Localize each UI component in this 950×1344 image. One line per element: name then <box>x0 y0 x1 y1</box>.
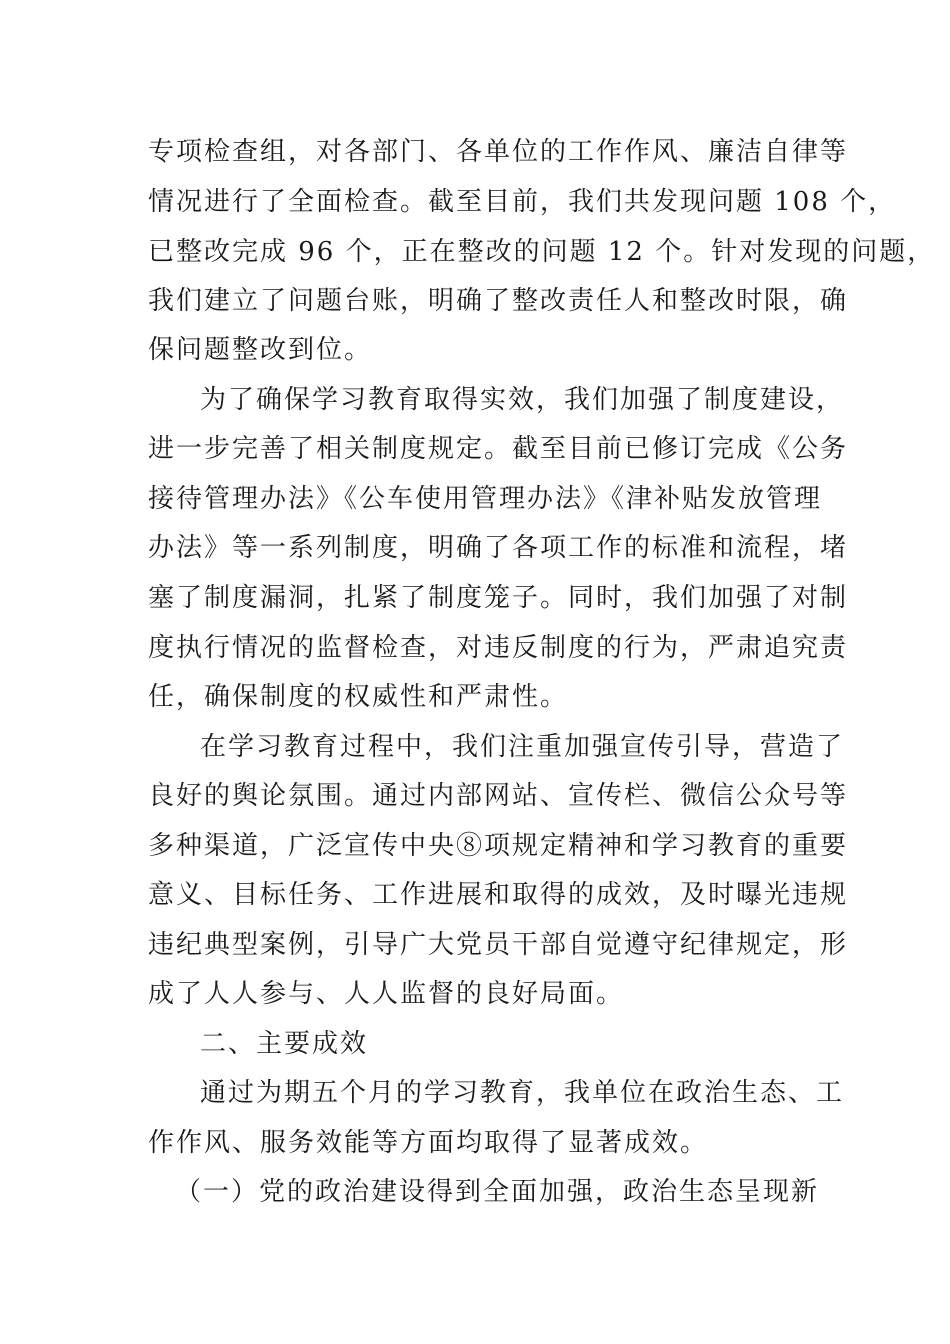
text-line: 多种渠道，广泛宣传中央⑧项规定精神和学习教育的重要 <box>148 831 849 861</box>
paragraph-start-line: 为了确保学习教育取得实效，我们加强了制度建设， <box>200 385 845 415</box>
text-line: 已整改完成 96 个，正在整改的问题 12 个。针对发现的问题， <box>148 237 936 267</box>
text-line: 度执行情况的监督检查，对违反制度的行为，严肃追究责 <box>148 633 849 663</box>
text-line: 任，确保制度的权威性和严肃性。 <box>148 682 569 712</box>
text-line: 保问题整改到位。 <box>148 335 373 365</box>
text-line: 意义、目标任务、工作进展和取得的成效，及时曝光违规 <box>148 880 849 910</box>
section-heading: 二、主要成效 <box>200 1029 369 1059</box>
subsection-heading: （一）党的政治建设得到全面加强，政治生态呈现新 <box>175 1177 820 1207</box>
text-line: 专项检查组，对各部门、各单位的工作作风、廉洁自律等 <box>148 137 849 167</box>
text-line: 良好的舆论氛围。通过内部网站、宣传栏、微信公众号等 <box>148 781 849 811</box>
text-line: 成了人人参与、人人监督的良好局面。 <box>148 979 625 1009</box>
text-line: 办法》等一系列制度，明确了各项工作的标准和流程，堵 <box>148 533 849 563</box>
text-line: 作作风、服务效能等方面均取得了显著成效。 <box>148 1128 709 1158</box>
paragraph-start-line: 在学习教育过程中，我们注重加强宣传引导，营造了 <box>200 732 845 762</box>
text-line: 我们建立了问题台账，明确了整改责任人和整改时限，确 <box>148 286 849 316</box>
paragraph-start-line: 通过为期五个月的学习教育，我单位在政治生态、工 <box>200 1078 845 1108</box>
text-line: 塞了制度漏洞，扎紧了制度笼子。同时，我们加强了对制 <box>148 583 849 613</box>
text-line: 情况进行了全面检查。截至目前，我们共发现问题 108 个， <box>148 187 897 217</box>
text-line: 进一步完善了相关制度规定。截至目前已修订完成《公务 <box>148 434 849 464</box>
text-line: 接待管理办法》《公车使用管理办法》《津补贴发放管理 <box>148 484 823 514</box>
text-line: 违纪典型案例，引导广大党员干部自觉遵守纪律规定，形 <box>148 930 849 960</box>
